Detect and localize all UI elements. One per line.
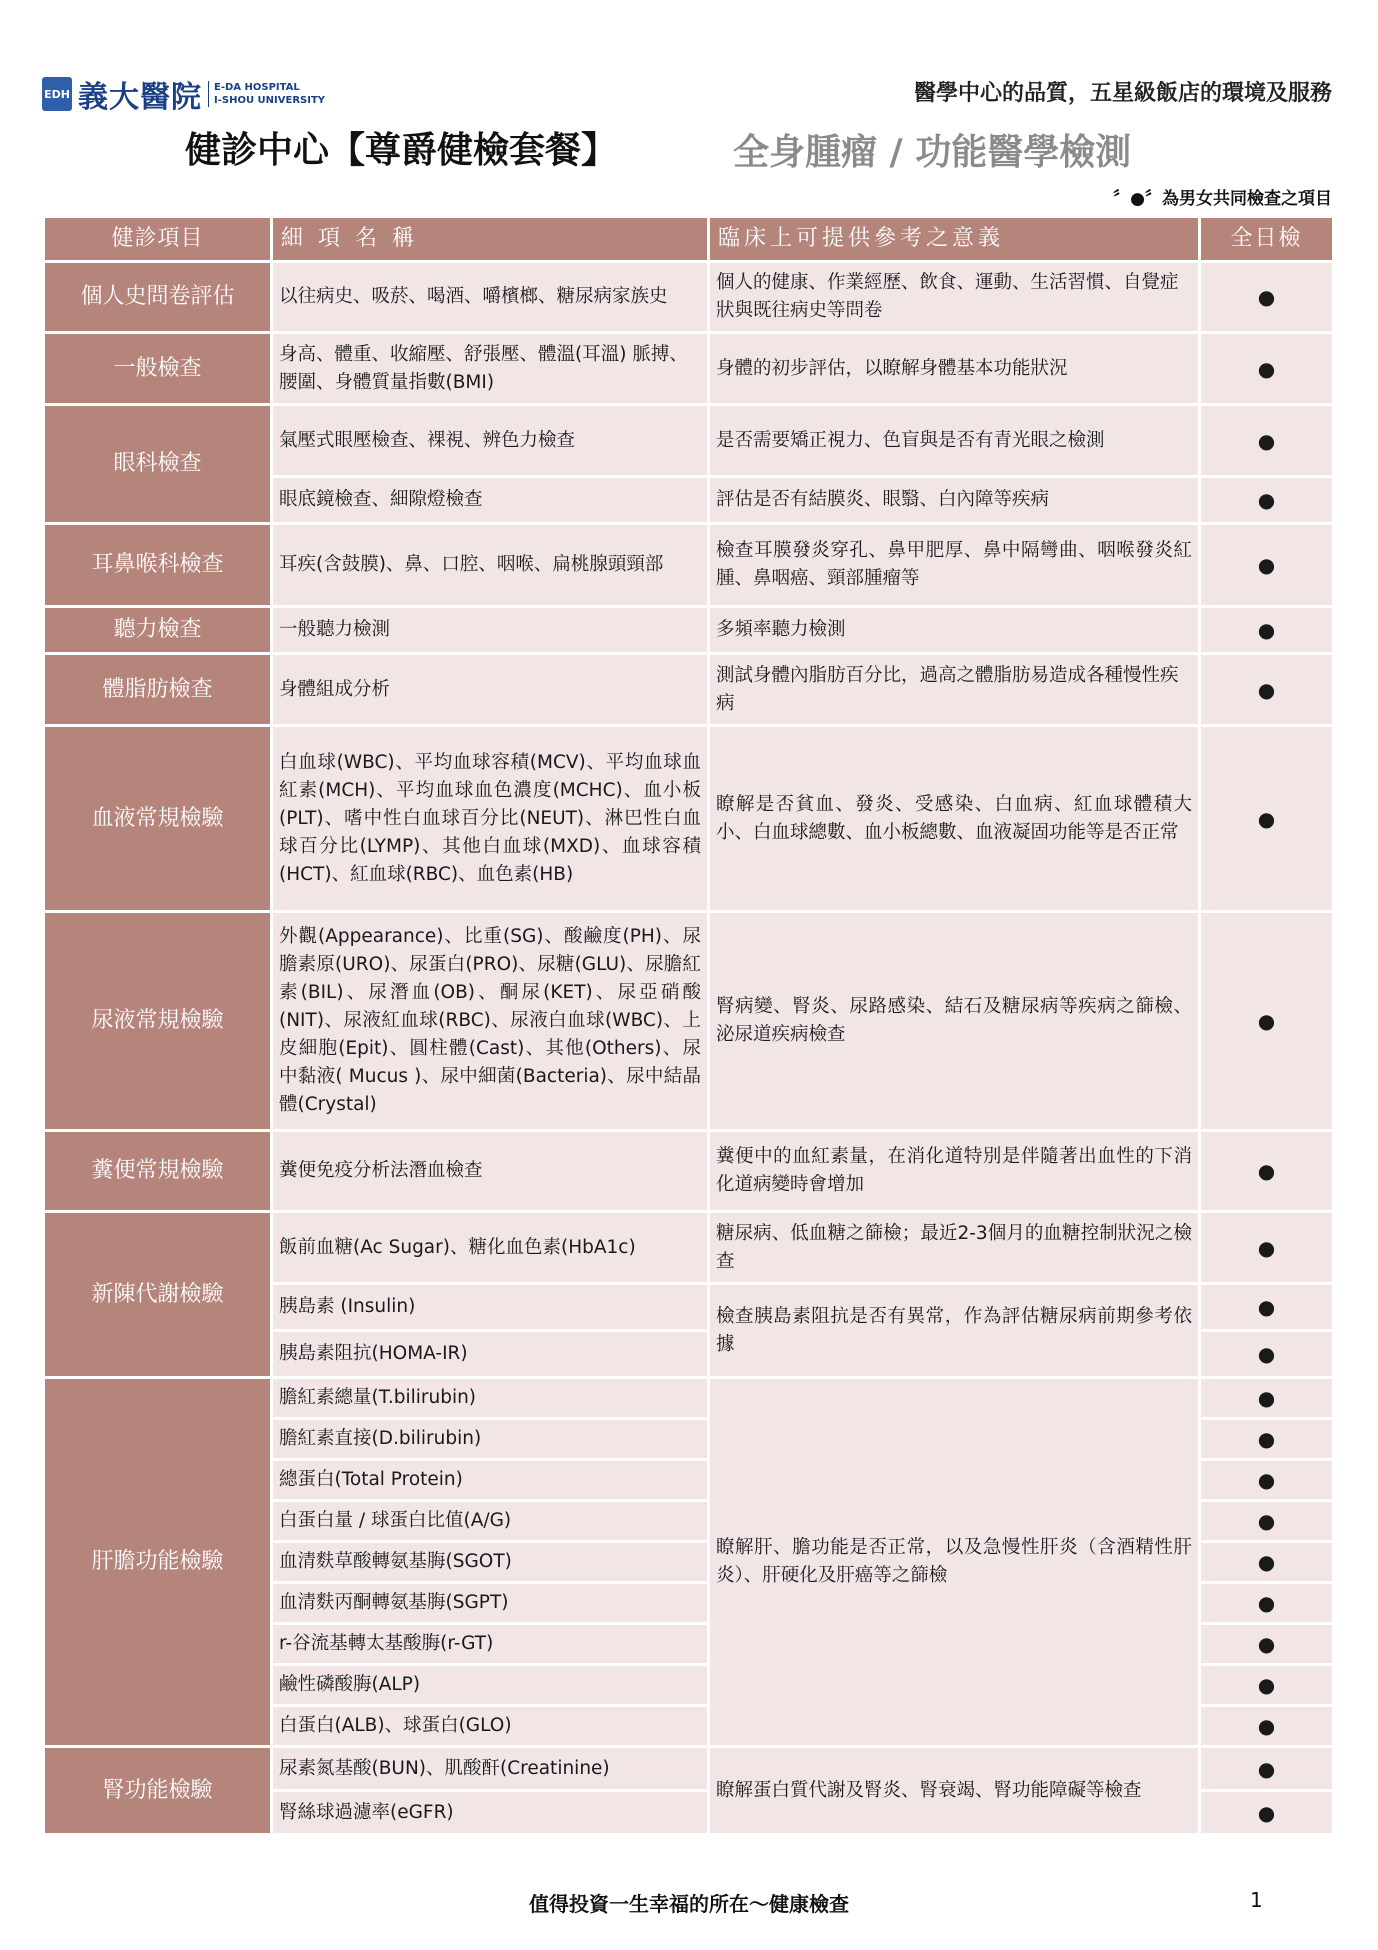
meaning-cell: 瞭解蛋白質代謝及腎炎、腎衰竭、腎功能障礙等檢查 [709,1747,1200,1835]
item-cell: 氣壓式眼壓檢查、裸視、辨色力檢查 [272,405,709,477]
category-cell: 耳鼻喉科檢查 [44,524,272,607]
item-cell: 一般聽力檢測 [272,607,709,654]
logo-mark-icon: EDH [42,77,72,111]
table-row [44,524,1334,607]
meaning-cell: 身體的初步評估，以瞭解身體基本功能狀況 [709,333,1200,405]
item-cell: 身高、體重、收縮壓、舒張壓、體溫(耳溫) 脈搏、腰圍、身體質量指數(BMI) [272,333,709,405]
meaning-cell: 測試身體內脂肪百分比，過高之體脂肪易造成各種慢性疾病 [709,654,1200,726]
item-cell: 膽紅素直接(D.bilirubin) [272,1419,709,1460]
item-cell: 白蛋白量 / 球蛋白比值(A/G) [272,1501,709,1542]
page-number: 1 [1250,1888,1263,1912]
table-row [44,726,1334,912]
meaning-cell: 檢查胰島素阻抗是否有異常，作為評估糖尿病前期參考依據 [709,1284,1200,1378]
item-cell: 耳疾(含鼓膜)、鼻、口腔、咽喉、扁桃腺頭頸部 [272,524,709,607]
item-cell: 尿素氮基酸(BUN)、肌酸酐(Creatinine) [272,1747,709,1791]
included-mark: ● [1200,1212,1334,1284]
included-mark: ● [1200,1284,1334,1331]
item-cell: 以往病史、吸菸、喝酒、嚼檳榔、糖尿病家族史 [272,262,709,333]
included-mark: ● [1200,1378,1334,1419]
logo-chinese-name: 義大醫院 [78,80,202,115]
included-mark: ● [1200,1706,1334,1747]
table-row [44,607,1334,654]
included-mark: ● [1200,1131,1334,1212]
table-row [44,1378,1334,1419]
category-cell: 新陳代謝檢驗 [44,1212,272,1378]
item-cell: 糞便免疫分析法潛血檢查 [272,1131,709,1212]
meaning-cell: 是否需要矯正視力、色盲與是否有青光眼之檢測 [709,405,1200,477]
footer-text: 值得投資一生幸福的所在～健康檢查 [529,1892,849,1916]
meaning-cell: 評估是否有結膜炎、眼翳、白內障等疾病 [709,477,1200,524]
included-mark: ● [1200,405,1334,477]
logo-english-name [208,81,325,107]
category-cell: 體脂肪檢查 [44,654,272,726]
category-cell: 一般檢查 [44,333,272,405]
item-cell: 血清麩草酸轉氨基脢(SGOT) [272,1542,709,1583]
included-mark: ● [1200,1747,1334,1791]
table-row [44,912,1334,1131]
table-row [44,1747,1334,1791]
page-title: 健診中心【尊爵健檢套餐】 [185,130,618,171]
table-row [44,1212,1334,1284]
category-cell: 糞便常規檢驗 [44,1131,272,1212]
item-cell: 腎絲球過濾率(eGFR) [272,1791,709,1835]
page-subtitle: 全身腫瘤 / 功能醫學檢測 [733,132,1132,173]
category-cell: 腎功能檢驗 [44,1747,272,1835]
item-cell: r-谷流基轉太基酸脢(r-GT) [272,1624,709,1665]
category-cell: 個人史問卷評估 [44,262,272,333]
included-mark: ● [1200,1583,1334,1624]
item-cell: 鹼性磷酸脢(ALP) [272,1665,709,1706]
item-cell: 眼底鏡檢查、細隙燈檢查 [272,477,709,524]
slogan: 醫學中心的品質，五星級飯店的環境及服務 [913,81,1332,106]
category-cell: 眼科檢查 [44,405,272,524]
header-category: 健診項目 [44,217,272,262]
category-cell: 尿液常規檢驗 [44,912,272,1131]
item-cell: 胰島素阻抗(HOMA-IR) [272,1331,709,1378]
item-cell: 血清麩丙酮轉氨基脢(SGPT) [272,1583,709,1624]
item-cell: 膽紅素總量(T.bilirubin) [272,1378,709,1419]
included-mark: ● [1200,333,1334,405]
table-row [44,333,1334,405]
item-cell: 總蛋白(Total Protein) [272,1460,709,1501]
included-mark: ● [1200,1419,1334,1460]
included-mark: ● [1200,607,1334,654]
table-row [44,405,1334,477]
included-mark: ● [1200,477,1334,524]
meaning-cell: 糖尿病、低血糖之篩檢；最近2-3個月的血糖控制狀況之檢查 [709,1212,1200,1284]
item-cell: 身體組成分析 [272,654,709,726]
header-item: 細 項 名 稱 [272,217,709,262]
header-fullday: 全日檢 [1200,217,1334,262]
table-row [44,262,1334,333]
included-mark: ● [1200,1501,1334,1542]
category-cell: 血液常規檢驗 [44,726,272,912]
legend-note: 〞●〞為男女共同檢查之項目 [1113,189,1332,209]
table-row [44,1131,1334,1212]
included-mark: ● [1200,1791,1334,1835]
item-cell: 飯前血糖(Ac Sugar)、糖化血色素(HbA1c) [272,1212,709,1284]
included-mark: ● [1200,1665,1334,1706]
included-mark: ● [1200,524,1334,607]
logo-en-line2: I-SHOU UNIVERSITY [214,95,326,106]
meaning-cell: 瞭解是否貧血、發炎、受感染、白血病、紅血球體積大小、白血球總數、血小板總數、血液凝固功能等是否正常 [709,726,1200,912]
logo-en-line1: E-DA HOSPITAL [214,82,300,93]
included-mark: ● [1200,1460,1334,1501]
item-cell: 外觀(Appearance)、比重(SG)、酸鹼度(PH)、尿膽素原(URO)、尿蛋白(PRO)、尿糖(GLU)、尿膽紅素(BIL)、尿潛血(OB)、酮尿(KET)、尿亞硝酸(NIT)、尿液紅血球(RBC)、尿液白血球(WBC)、上皮細胞(Epit)、圓柱體(Cast)、其他(Others)、尿中黏液( Mucus )、尿中細菌(Bacteria)、尿中結晶體(Crystal) [272,912,709,1131]
included-mark: ● [1200,1542,1334,1583]
meaning-cell: 檢查耳膜發炎穿孔、鼻甲肥厚、鼻中隔彎曲、咽喉發炎紅腫、鼻咽癌、頸部腫瘤等 [709,524,1200,607]
category-cell: 肝膽功能檢驗 [44,1378,272,1747]
included-mark: ● [1200,726,1334,912]
table-row [44,654,1334,726]
included-mark: ● [1200,912,1334,1131]
meaning-cell: 瞭解肝、膽功能是否正常，以及急慢性肝炎（含酒精性肝炎）、肝硬化及肝癌等之篩檢 [709,1378,1200,1747]
item-cell: 胰島素 (Insulin) [272,1284,709,1331]
meaning-cell: 多頻率聽力檢測 [709,607,1200,654]
table-header-row [44,217,1334,262]
category-cell: 聽力檢查 [44,607,272,654]
included-mark: ● [1200,1624,1334,1665]
meaning-cell: 腎病變、腎炎、尿路感染、結石及糖尿病等疾病之篩檢、泌尿道疾病檢查 [709,912,1200,1131]
hospital-logo [42,72,325,116]
included-mark: ● [1200,654,1334,726]
item-cell: 白血球(WBC)、平均血球容積(MCV)、平均血球血紅素(MCH)、平均血球血色濃度(MCHC)、血小板(PLT)、嗜中性白血球百分比(NEUT)、淋巴性白血球百分比(LYMP)、其他白血球(MXD)、血球容積(HCT)、紅血球(RBC)、血色素(HB) [272,726,709,912]
header-meaning: 臨床上可提供參考之意義 [709,217,1200,262]
meaning-cell: 個人的健康、作業經歷、飲食、運動、生活習慣、自覺症狀與既往病史等問卷 [709,262,1200,333]
included-mark: ● [1200,1331,1334,1378]
item-cell: 白蛋白(ALB)、球蛋白(GLO) [272,1706,709,1747]
included-mark: ● [1200,262,1334,333]
checkup-table [42,215,1335,1836]
meaning-cell: 糞便中的血紅素量，在消化道特別是伴隨著出血性的下消化道病變時會增加 [709,1131,1200,1212]
